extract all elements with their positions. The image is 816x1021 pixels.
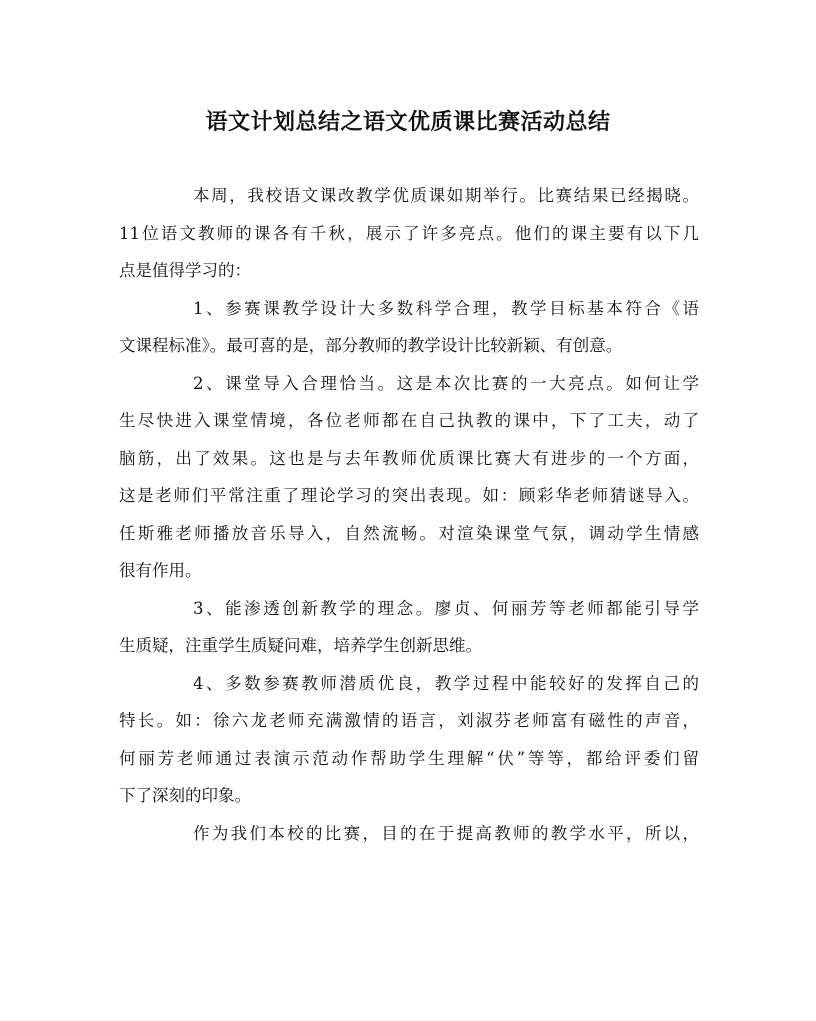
body-line: 生尽快进入课堂情境，各位老师都在自己执教的课中，下了工夫，动了 [119, 411, 699, 430]
body-line: 何丽芳老师通过表演示范动作帮助学生理解“伏”等等，都给评委们留 [119, 748, 699, 768]
body-line: 这是老师们平常注重了理论学习的突出表现。如：顾彩华老师猜谜导入。 [119, 486, 699, 505]
body-line: 2、课堂导入合理恰当。这是本次比赛的一大亮点。如何让学 [193, 373, 699, 393]
body-line: 3、能渗透创新教学的理念。廖贞、何丽芳等老师都能引导学 [193, 598, 699, 618]
body-line: 任斯雅老师播放音乐导入，自然流畅。对渲染课堂气氛，调动学生情感 [119, 523, 699, 543]
body-line: 脑筋，出了效果。这也是与去年教师优质课比赛大有进步的一个方面， [119, 448, 699, 468]
body-line: 文课程标准》。最可喜的是，部分教师的教学设计比较新颖、有创意。 [119, 336, 623, 355]
body-line: 点是值得学习的： [119, 261, 251, 280]
body-line: 11位语文教师的课各有千秋，展示了许多亮点。他们的课主要有以下几 [119, 223, 699, 243]
document-body [119, 177, 699, 852]
body-line: 作为我们本校的比赛，目的在于提高教师的教学水平，所以， [193, 823, 699, 843]
body-line: 4、多数参赛教师潜质优良，教学过程中能较好的发挥自己的 [193, 673, 699, 693]
body-line: 本周，我校语文课改教学优质课如期举行。比赛结果已经揭晓。 [193, 186, 699, 205]
body-line: 很有作用。 [119, 561, 202, 580]
body-line: 下了深刻的印象。 [119, 786, 251, 805]
body-line: 1、参赛课教学设计大多数科学合理，教学目标基本符合《语 [193, 298, 699, 318]
body-line: 生质疑，注重学生质疑问难，培养学生创新思维。 [119, 636, 482, 655]
document-title: 语文计划总结之语文优质课比赛活动总结 [205, 110, 611, 135]
body-line: 特长。如：徐六龙老师充满激情的语言，刘淑芬老师富有磁性的声音， [119, 711, 699, 730]
